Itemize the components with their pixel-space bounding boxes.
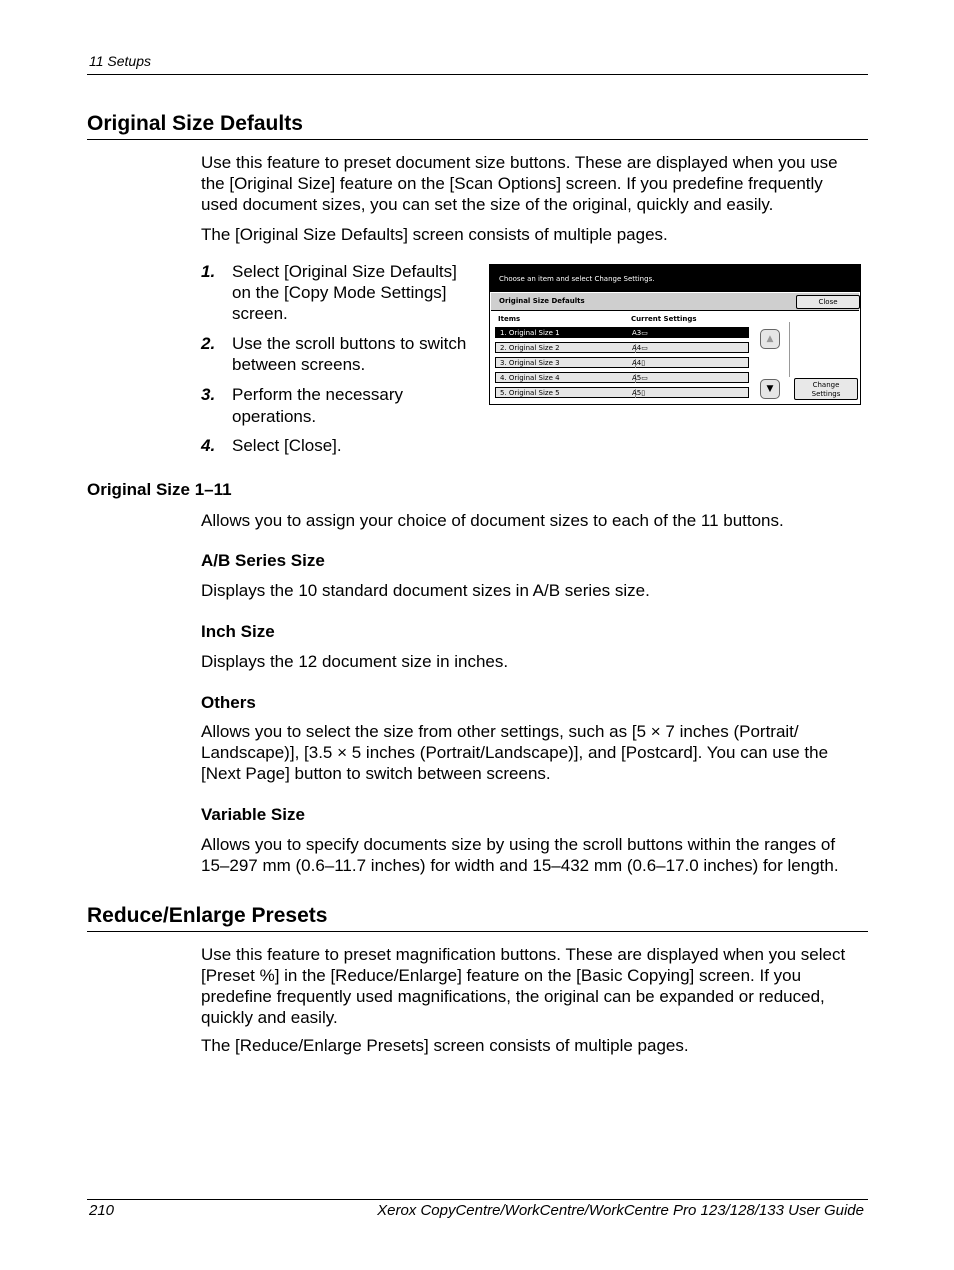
list-item[interactable]: [495, 342, 749, 353]
step-text: Perform the necessary: [232, 385, 404, 404]
button-label: Settings: [811, 390, 841, 398]
step-number: 2.: [201, 334, 216, 353]
message-text: Choose an item and select Change Settings.: [499, 275, 655, 283]
item-label: 4. Original Size 4: [500, 374, 560, 382]
others-line-3: [Next Page] button to switch between screens.: [201, 764, 551, 783]
item-value: A3▭: [632, 329, 648, 337]
scroll-up-button[interactable]: [760, 329, 780, 349]
reduce-intro-line-1: Use this feature to preset magnification buttons. These are displayed when you select: [201, 945, 846, 964]
item-label: 3. Original Size 3: [500, 359, 560, 367]
intro-line-1: Use this feature to preset document size buttons. These are displayed when you use: [201, 153, 838, 172]
reduce-pages-note: The [Reduce/Enlarge Presets] screen consists of multiple pages.: [201, 1036, 689, 1055]
item-value: A4▭: [632, 344, 648, 352]
running-header: 11 Setups: [89, 53, 152, 69]
reduce-intro-line-2: [Preset %] in the [Reduce/Enlarge] feature on the [Basic Copying] screen. If you: [201, 966, 802, 985]
header-rule: [87, 74, 868, 75]
change-settings-button[interactable]: [794, 378, 858, 400]
item-label: 2. Original Size 2: [500, 344, 560, 352]
step-number: 1.: [201, 262, 216, 281]
list-item[interactable]: [495, 327, 749, 338]
step-text: between screens.: [232, 355, 366, 374]
list-item[interactable]: [495, 357, 749, 368]
step-text: Select [Original Size Defaults]: [232, 262, 457, 281]
screen-title: Original Size Defaults: [499, 297, 585, 305]
section-heading-original-size-1-11: Original Size 1–11: [87, 480, 232, 499]
triangle-down-icon: ▼: [766, 384, 774, 394]
footer-rule: [87, 1199, 868, 1200]
guide-title: Xerox CopyCentre/WorkCentre/WorkCentre Pro 123/128/133 User Guide: [377, 1202, 864, 1219]
subheading-ab-series: A/B Series Size: [201, 551, 325, 570]
item-label: 5. Original Size 5: [500, 389, 560, 397]
inch-size-text: Displays the 12 document size in inches.: [201, 652, 509, 671]
section-rule: [87, 139, 868, 140]
item-value: A5▯: [632, 389, 646, 397]
panel-divider: [789, 322, 790, 377]
variable-line-2: 15–297 mm (0.6–11.7 inches) for width and 15–432 mm (0.6–17.0 inches) for length.: [201, 856, 839, 875]
step-text: Use the scroll buttons to switch: [232, 334, 467, 353]
variable-line-1: Allows you to specify documents size by using the scroll buttons within the ranges of: [201, 835, 836, 854]
section-heading-reduce-enlarge: Reduce/Enlarge Presets: [87, 904, 328, 927]
section-heading-original-size-defaults: Original Size Defaults: [87, 112, 303, 135]
list-item[interactable]: [495, 372, 749, 383]
button-label: Change: [812, 381, 840, 389]
others-line-2: Landscape)], [3.5 × 5 inches (Portrait/Landscape)], and [Postcard]. You can use the: [201, 743, 829, 762]
step-text: screen.: [232, 304, 288, 323]
original-size-defaults-screen: [489, 264, 861, 405]
pages-note: The [Original Size Defaults] screen consists of multiple pages.: [201, 225, 668, 244]
reduce-intro-line-4: quickly and easily.: [201, 1008, 338, 1027]
step-text: Select [Close].: [232, 436, 342, 455]
step-number: 3.: [201, 385, 216, 404]
list-item[interactable]: [495, 387, 749, 398]
subheading-variable-size: Variable Size: [201, 805, 305, 824]
step-text: operations.: [232, 407, 317, 426]
original-size-text: Allows you to assign your choice of document sizes to each of the 11 buttons.: [201, 511, 784, 530]
subheading-others: Others: [201, 693, 256, 712]
item-value: A5▭: [632, 374, 648, 382]
item-value: A4▯: [632, 359, 646, 367]
section-rule: [87, 931, 868, 932]
message-bar: [490, 265, 860, 292]
column-header-items: Items: [498, 315, 521, 323]
intro-line-2: the [Original Size] feature on the [Scan Options] screen. If you predefine frequently: [201, 174, 823, 193]
triangle-up-icon: ▲: [766, 334, 774, 344]
ab-series-text: Displays the 10 standard document sizes in A/B series size.: [201, 581, 650, 600]
step-number: 4.: [201, 436, 216, 455]
scroll-down-button[interactable]: [760, 379, 780, 399]
step-text: on the [Copy Mode Settings]: [232, 283, 447, 302]
reduce-intro-line-3: predefine frequently used magnifications, the original can be expanded or reduced,: [201, 987, 825, 1006]
column-header-current: Current Settings: [631, 315, 697, 323]
page-number: 210: [89, 1202, 115, 1219]
intro-line-3: used document sizes, you can set the size of the original, quickly and easily.: [201, 195, 774, 214]
close-button[interactable]: Close: [796, 295, 860, 309]
others-line-1: Allows you to select the size from other settings, such as [5 × 7 inches (Portrait/: [201, 722, 799, 741]
subheading-inch-size: Inch Size: [201, 622, 275, 641]
item-label: 1. Original Size 1: [500, 329, 560, 337]
